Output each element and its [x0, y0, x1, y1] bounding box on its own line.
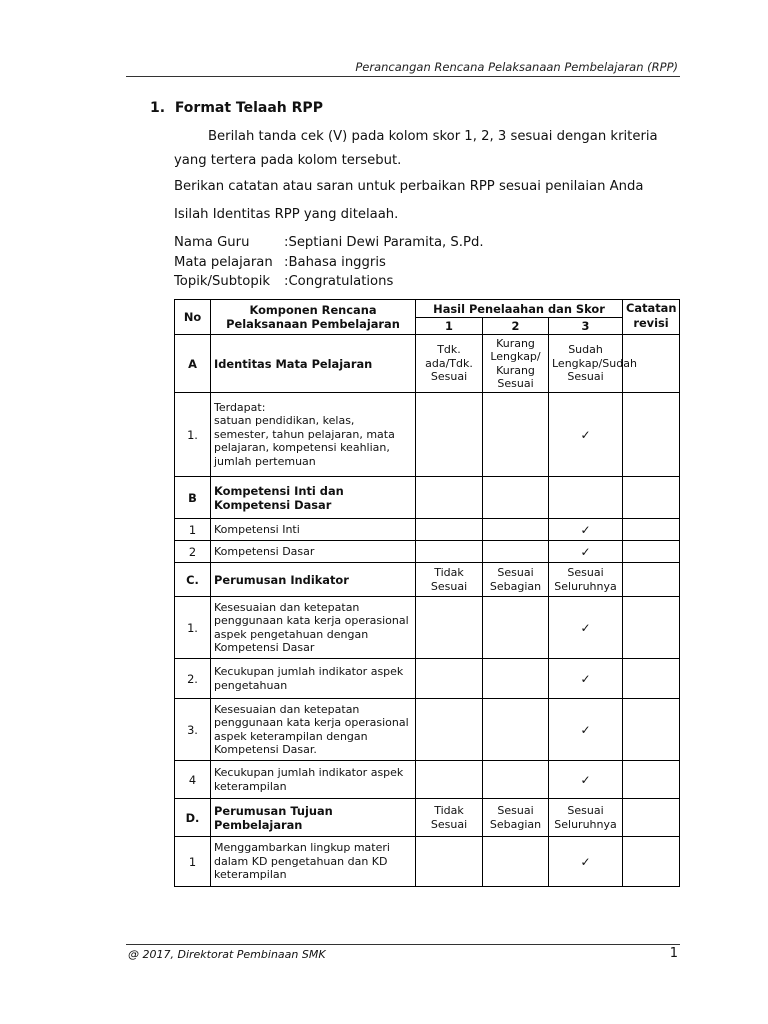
section-criteria-3: [549, 477, 623, 519]
section-title-text: Format Telaah RPP: [174, 100, 323, 116]
score-cell-3: [549, 761, 623, 799]
section-row: [175, 799, 680, 837]
section-row: [175, 477, 680, 519]
header-result: Hasil Penelaahan dan Skor: [416, 300, 623, 318]
section-title: Perumusan Indikator: [211, 563, 416, 597]
table-row: [175, 541, 680, 563]
score-cell-2: [483, 699, 549, 761]
identity-key: Mata pelajaran: [174, 254, 273, 270]
identity-value: :Septiani Dewi Paramita, S.Pd.: [284, 235, 484, 250]
item-no: 3.: [175, 699, 211, 761]
header-no: No: [175, 300, 211, 335]
notes-cell: [623, 519, 680, 541]
note-paragraph: Berikan catatan atau saran untuk perbaikan RPP sesuai penilaian Anda: [174, 179, 644, 194]
score-cell-3: [549, 519, 623, 541]
item-no: 2.: [175, 659, 211, 699]
notes-cell: [623, 393, 680, 477]
identity-value: :Congratulations: [284, 274, 394, 289]
score-cell-1: [416, 837, 483, 887]
item-text: Kesesuaian dan ketepatan penggunaan kata kerja operasional aspek keterampilan dengan Kompetensi Dasar.: [211, 699, 416, 761]
score-cell-1: [416, 761, 483, 799]
score-cell-1: [416, 519, 483, 541]
section-criteria-1: Tidak Sesuai: [416, 563, 483, 597]
identity-row: [174, 272, 484, 292]
score-cell-1: [416, 393, 483, 477]
table-row: [175, 519, 680, 541]
identity-value: :Bahasa inggris: [284, 254, 386, 270]
notes-cell: [623, 837, 680, 887]
score-cell-3: [549, 659, 623, 699]
score-cell-2: [483, 393, 549, 477]
table-row: [175, 597, 680, 659]
item-text: Kompetensi Dasar: [211, 541, 416, 563]
section-criteria-3: Sudah Lengkap/Sudah Sesuai: [549, 335, 623, 393]
table-row: [175, 699, 680, 761]
check-icon: ✓: [580, 772, 591, 787]
identity-row: [174, 233, 484, 253]
check-icon: ✓: [580, 671, 591, 686]
score-cell-1: [416, 659, 483, 699]
footer-copyright: @ 2017, Direktorat Pembinaan SMK: [128, 948, 326, 961]
identity-list: [174, 233, 484, 292]
score-cell-1: [416, 541, 483, 563]
page-number: 1: [669, 946, 678, 961]
table-row: [175, 761, 680, 799]
section-no: D.: [175, 799, 211, 837]
notes-cell: [623, 699, 680, 761]
item-text: Menggambarkan lingkup materi dalam KD pengetahuan dan KD keterampilan: [211, 837, 416, 887]
identity-key: Topik/Subtopik: [174, 274, 271, 289]
item-text: Terdapat: satuan pendidikan, kelas, semester, tahun pelajaran, mata pelajaran, kompetensi keahlian, jumlah pertemuan: [211, 393, 416, 477]
footer-divider: [126, 944, 680, 945]
review-table: [174, 299, 680, 887]
check-icon: ✓: [580, 544, 591, 559]
header-score-2: 2: [483, 318, 549, 335]
item-no: 2: [175, 541, 211, 563]
header-divider: [126, 76, 680, 77]
item-no: 1: [175, 837, 211, 887]
score-cell-3: [549, 597, 623, 659]
score-cell-3: [549, 699, 623, 761]
score-cell-1: [416, 597, 483, 659]
section-no: A: [175, 335, 211, 393]
header-component: Komponen Rencana Pelaksanaan Pembelajaran: [211, 300, 416, 335]
section-criteria-1: [416, 477, 483, 519]
section-criteria-2: Sesuai Sebagian: [483, 799, 549, 837]
score-cell-1: [416, 699, 483, 761]
identity-key: Nama Guru: [174, 235, 250, 250]
section-row: [175, 335, 680, 393]
header-notes: Catatan revisi: [623, 300, 680, 335]
item-text: Kompetensi Inti: [211, 519, 416, 541]
table-header-row: [175, 300, 680, 318]
score-cell-2: [483, 837, 549, 887]
item-no: 1.: [175, 393, 211, 477]
score-cell-2: [483, 659, 549, 699]
score-cell-2: [483, 519, 549, 541]
score-cell-2: [483, 761, 549, 799]
score-cell-3: [549, 837, 623, 887]
table-row: [175, 659, 680, 699]
notes-cell: [623, 761, 680, 799]
section-criteria-3: Sesuai Seluruhnya: [549, 563, 623, 597]
notes-cell: [623, 477, 680, 519]
section-title: [150, 100, 323, 116]
section-no: B: [175, 477, 211, 519]
running-header: Perancangan Rencana Pelaksanaan Pembelajaran (RPP): [355, 60, 678, 74]
item-text: Kecukupan jumlah indikator aspek keterampilan: [211, 761, 416, 799]
header-score-3: 3: [549, 318, 623, 335]
notes-cell: [623, 563, 680, 597]
notes-cell: [623, 799, 680, 837]
item-no: 1: [175, 519, 211, 541]
check-icon: ✓: [580, 620, 591, 635]
check-icon: ✓: [580, 427, 591, 442]
score-cell-3: [549, 541, 623, 563]
section-criteria-3: Sesuai Seluruhnya: [549, 799, 623, 837]
section-criteria-1: Tdk. ada/Tdk. Sesuai: [416, 335, 483, 393]
item-no: 1.: [175, 597, 211, 659]
instruction-text: Berilah tanda cek (V) pada kolom skor 1, 2, 3 sesuai dengan kriteria yang tertera pada kolom tersebut.: [174, 129, 658, 168]
item-text: Kesesuaian dan ketepatan penggunaan kata kerja operasional aspek pengetahuan dengan Kompetensi Dasar: [211, 597, 416, 659]
section-title: Kompetensi Inti dan Kompetensi Dasar: [211, 477, 416, 519]
check-icon: ✓: [580, 722, 591, 737]
check-icon: ✓: [580, 854, 591, 869]
section-title: Perumusan Tujuan Pembelajaran: [211, 799, 416, 837]
item-text: Kecukupan jumlah indikator aspek pengetahuan: [211, 659, 416, 699]
notes-cell: [623, 659, 680, 699]
item-no: 4: [175, 761, 211, 799]
section-criteria-2: Kurang Lengkap/ Kurang Sesuai: [483, 335, 549, 393]
section-title: Identitas Mata Pelajaran: [211, 335, 416, 393]
section-no: C.: [175, 563, 211, 597]
score-cell-2: [483, 597, 549, 659]
instruction-paragraph: [174, 125, 684, 173]
table-row: [175, 393, 680, 477]
notes-cell: [623, 597, 680, 659]
section-criteria-2: [483, 477, 549, 519]
identity-intro: Isilah Identitas RPP yang ditelaah.: [174, 207, 399, 222]
score-cell-3: [549, 393, 623, 477]
section-number: 1.: [150, 100, 166, 116]
check-icon: ✓: [580, 522, 591, 537]
table-row: [175, 837, 680, 887]
score-cell-2: [483, 541, 549, 563]
notes-cell: [623, 541, 680, 563]
identity-row: [174, 253, 484, 273]
section-row: [175, 563, 680, 597]
section-criteria-1: Tidak Sesuai: [416, 799, 483, 837]
section-criteria-2: Sesuai Sebagian: [483, 563, 549, 597]
header-score-1: 1: [416, 318, 483, 335]
